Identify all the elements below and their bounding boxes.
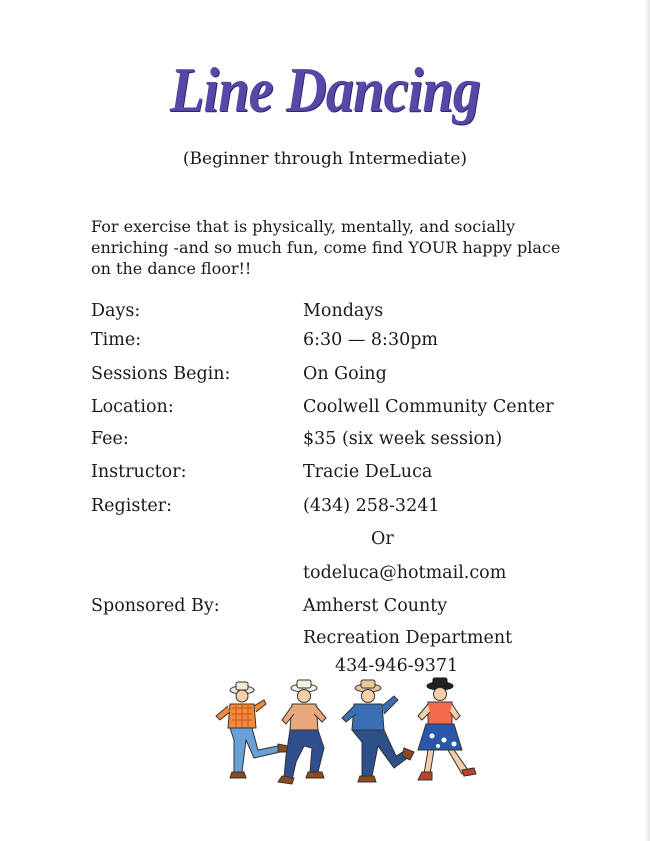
sponsor-line1: Amherst County — [303, 596, 448, 616]
detail-value: On Going — [303, 364, 387, 384]
detail-label: Register: — [91, 496, 172, 516]
detail-value: 6:30 — 8:30pm — [303, 330, 439, 350]
detail-label: Fee: — [91, 429, 129, 449]
detail-label: Sessions Begin: — [91, 364, 231, 384]
detail-label: Time: — [91, 330, 142, 350]
register-phone: (434) 258-3241 — [303, 496, 440, 516]
intro-paragraph: For exercise that is physically, mentally, and socially enriching -and so much fun, come find YOUR happy place on the dance floor!! — [91, 217, 561, 278]
register-or: Or — [371, 529, 394, 549]
register-email[interactable]: todeluca@hotmail.com — [303, 563, 507, 583]
sponsor-line2: Recreation Department — [303, 628, 513, 648]
detail-label: Sponsored By: — [91, 596, 220, 616]
detail-value: $35 (six week session) — [303, 429, 503, 449]
line-dancers-illustration — [212, 676, 484, 788]
detail-value: Tracie DeLuca — [303, 462, 433, 482]
detail-label: Days: — [91, 301, 141, 321]
sponsor-phone: 434-946-9371 — [335, 656, 459, 676]
detail-value: Coolwell Community Center — [303, 397, 554, 417]
dancer-3 — [342, 680, 414, 782]
dancer-4 — [418, 678, 476, 780]
page-edge-shadow — [644, 0, 650, 841]
flyer-title: Line Dancing — [169, 54, 481, 125]
flyer-subtitle: (Beginner through Intermediate) — [182, 149, 468, 169]
detail-value: Mondays — [303, 301, 384, 321]
dancer-2 — [278, 680, 326, 784]
detail-label: Location: — [91, 397, 174, 417]
dancer-1 — [216, 682, 288, 778]
detail-label: Instructor: — [91, 462, 187, 482]
